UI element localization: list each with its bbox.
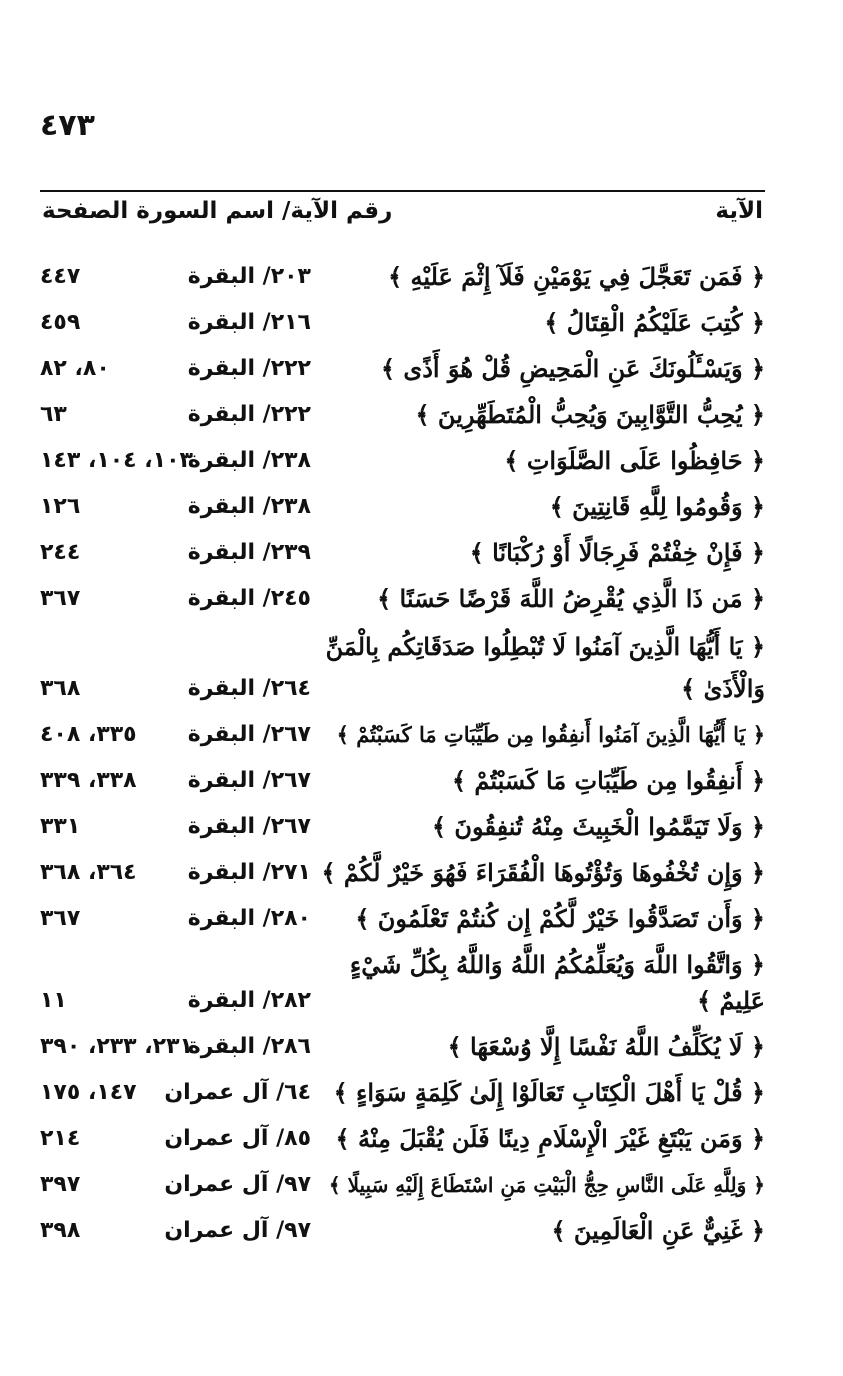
index-row [0, 666, 843, 712]
verse-text: ﴿ يُحِبُّ التَّوَّابِينَ وَيُحِبُّ الْمُتَطَهِّرِينَ ﴾ [415, 400, 765, 429]
index-row [0, 896, 843, 942]
verse-text: وَالْأَذَىٰ ﴾ [681, 674, 765, 703]
reference-column-header: رقم الآية/ اسم السورة الصفحة [42, 198, 393, 224]
verse-reference: ٢٣٨/ البقرة [187, 448, 311, 473]
page-references: ٢١٤ [40, 1126, 81, 1151]
verse-text: ﴿ مَن ذَا الَّذِي يُقْرِضُ اللَّهَ قَرْضًا حَسَنًا ﴾ [377, 584, 765, 613]
verse-text: ﴿ فَإِنْ خِفْتُمْ فَرِجَالًا أَوْ رُكْبَانًا ﴾ [469, 538, 765, 567]
page-references: ٣٩٧ [40, 1172, 81, 1197]
verse-text: ﴿ وَلَا تَيَمَّمُوا الْخَبِيثَ مِنْهُ تُنفِقُونَ ﴾ [432, 812, 765, 841]
verse-reference: ٢٦٧/ البقرة [187, 768, 311, 793]
verse-text: ﴿ فَمَن تَعَجَّلَ فِي يَوْمَيْنِ فَلَآ إِثْمَ عَلَيْهِ ﴾ [388, 262, 765, 291]
index-row [0, 978, 843, 1024]
page-number: ٤٧٣ [40, 108, 95, 143]
index-row [0, 1208, 843, 1254]
verse-reference: ٢٢٢/ البقرة [187, 402, 311, 427]
verse-text: ﴿ وَقُومُوا لِلَّهِ قَانِتِينَ ﴾ [549, 492, 765, 521]
page-references: ٣٣٨، ٣٣٩ [40, 768, 137, 793]
page-references: ٣٦٤، ٣٦٨ [40, 860, 137, 885]
page-references: ٦٣ [40, 402, 67, 427]
verse-reference: ٨٥/ آل عمران [164, 1126, 311, 1151]
verse-text: ﴿ يَا أَيُّهَا الَّذِينَ آمَنُوا لَا تُبْطِلُوا صَدَقَاتِكُم بِالْمَنِّ [325, 632, 765, 661]
verse-reference: ٢٨٢/ البقرة [187, 988, 311, 1013]
verse-text: ﴿ وَأَن تَصَدَّقُوا خَيْرٌ لَّكُمْ إِن كُنتُمْ تَعْلَمُونَ ﴾ [355, 904, 765, 933]
index-row [0, 300, 843, 346]
index-row [0, 576, 843, 622]
index-row [0, 438, 843, 484]
page-references: ٢٣١، ٢٣٣، ٣٩٠ [40, 1034, 193, 1059]
page-references: ٣٦٨ [40, 676, 81, 701]
verse-reference: ٢١٦/ البقرة [187, 310, 311, 335]
index-row [0, 392, 843, 438]
verse-text: ﴿ كُتِبَ عَلَيْكُمُ الْقِتَالُ ﴾ [544, 308, 765, 337]
verse-text: ﴿ وَاتَّقُوا اللَّهَ وَيُعَلِّمُكُمُ اللَّهُ وَاللَّهُ بِكُلِّ شَيْءٍ [349, 950, 765, 979]
verse-text: ﴿ غَنِيٌّ عَنِ الْعَالَمِينَ ﴾ [551, 1216, 765, 1245]
index-row [0, 712, 843, 758]
verse-reference: ٢٢٢/ البقرة [187, 356, 311, 381]
page-references: ٨٠، ٨٢ [40, 356, 110, 381]
verse-reference: ٢٦٧/ البقرة [187, 722, 311, 747]
verse-reference: ٢٠٣/ البقرة [187, 264, 311, 289]
verse-reference: ٢٨٦/ البقرة [187, 1034, 311, 1059]
verse-reference: ٦٤/ آل عمران [164, 1080, 311, 1105]
verse-text: ﴿ قُلْ يَا أَهْلَ الْكِتَابِ تَعَالَوْا إِلَىٰ كَلِمَةٍ سَوَاءٍ ﴾ [333, 1078, 765, 1107]
index-row [0, 346, 843, 392]
verse-text: ﴿ وَيَسْـَٔلُونَكَ عَنِ الْمَحِيضِ قُلْ هُوَ أَذًى ﴾ [381, 354, 765, 383]
verse-reference: ٢٤٥/ البقرة [187, 586, 311, 611]
verse-text: ﴿ وَلِلَّهِ عَلَى النَّاسِ حِجُّ الْبَيْتِ مَنِ اسْتَطَاعَ إِلَيْهِ سَبِيلًا ﴾ [328, 1173, 765, 1197]
verse-reference: ٢٣٨/ البقرة [187, 494, 311, 519]
verse-text: ﴿ وَإِن تُخْفُوهَا وَتُؤْتُوهَا الْفُقَرَاءَ فَهُوَ خَيْرٌ لَّكُمْ ﴾ [321, 858, 765, 887]
verse-text: ﴿ وَمَن يَبْتَغِ غَيْرَ الْإِسْلَامِ دِينًا فَلَن يُقْبَلَ مِنْهُ ﴾ [335, 1124, 765, 1153]
page-references: ٣٣١ [40, 814, 81, 839]
index-row [0, 1116, 843, 1162]
index-row [0, 1162, 843, 1208]
page-references: ١٢٦ [40, 494, 81, 519]
verse-reference: ٢٣٩/ البقرة [187, 540, 311, 565]
page-references: ٣٣٥، ٤٠٨ [40, 722, 137, 747]
page-references: ٤٥٩ [40, 310, 81, 335]
index-row [0, 254, 843, 300]
page-references: ٤٤٧ [40, 264, 81, 289]
index-row [0, 758, 843, 804]
index-row [0, 1024, 843, 1070]
page-references: ١١ [40, 988, 67, 1013]
index-row [0, 850, 843, 896]
verse-text: ﴿ لَا يُكَلِّفُ اللَّهُ نَفْسًا إِلَّا وُسْعَهَا ﴾ [447, 1032, 765, 1061]
verse-text: ﴿ يَا أَيُّهَا الَّذِينَ آمَنُوا أَنفِقُوا مِن طَيِّبَاتِ مَا كَسَبْتُمْ ﴾ [336, 722, 765, 747]
index-row [0, 530, 843, 576]
verse-reference: ٩٧/ آل عمران [164, 1218, 311, 1243]
verse-reference: ٩٧/ آل عمران [164, 1172, 311, 1197]
index-row [0, 1070, 843, 1116]
verse-reference: ٢٧١/ البقرة [187, 860, 311, 885]
page-references: ١٠٣، ١٠٤، ١٤٣ [40, 448, 193, 473]
page-references: ٣٩٨ [40, 1218, 81, 1243]
verse-column-header: الآية [715, 198, 763, 224]
index-row [0, 484, 843, 530]
verse-text: عَلِيمٌ ﴾ [697, 986, 765, 1015]
index-row [0, 624, 843, 670]
page-references: ٣٦٧ [40, 586, 81, 611]
verse-reference: ٢٨٠/ البقرة [187, 906, 311, 931]
verse-text: ﴿ أَنفِقُوا مِن طَيِّبَاتِ مَا كَسَبْتُمْ ﴾ [451, 766, 765, 795]
page-references: ٢٤٤ [40, 540, 81, 565]
index-row [0, 804, 843, 850]
page-references: ١٤٧، ١٧٥ [40, 1080, 137, 1105]
verse-reference: ٢٦٤/ البقرة [187, 676, 311, 701]
verse-text: ﴿ حَافِظُوا عَلَى الصَّلَوَاتِ ﴾ [504, 446, 765, 475]
verse-reference: ٢٦٧/ البقرة [187, 814, 311, 839]
page-references: ٣٦٧ [40, 906, 81, 931]
